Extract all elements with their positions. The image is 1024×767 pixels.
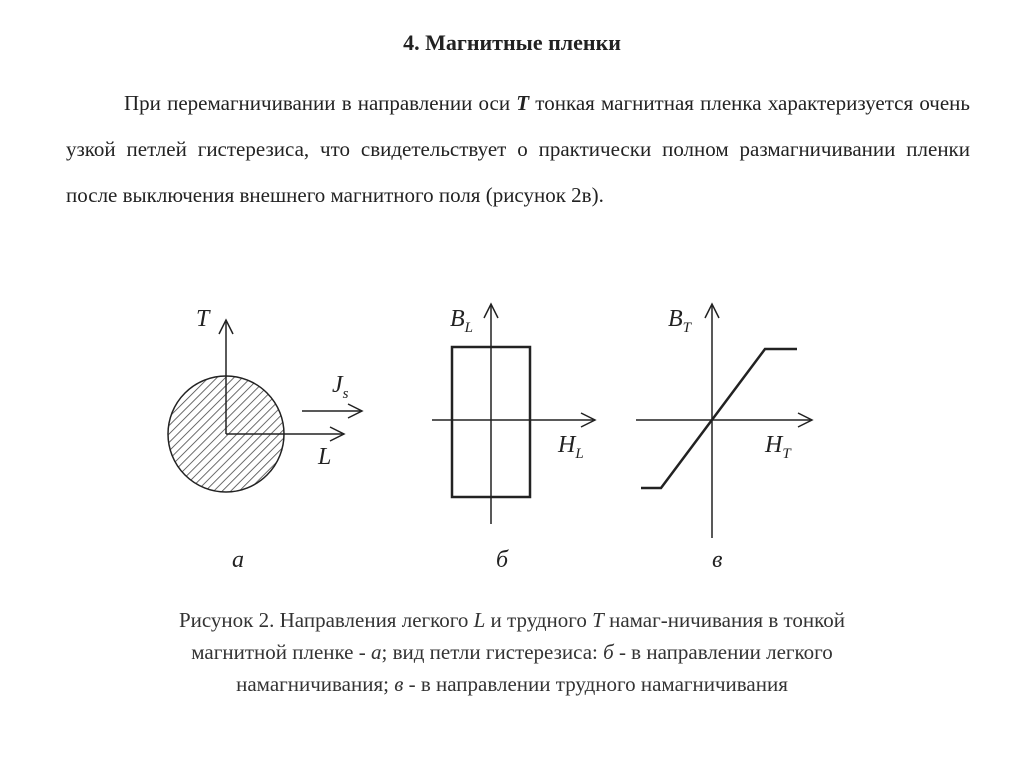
panel-label-a: а: [232, 547, 244, 573]
figure-caption: Рисунок 2. Направления легкого L и трудного T намаг-ничивания в тонкой магнитной пленке - а; вид петли гистерезиса: б - в направлении легкого намагничивания; в - в направлении трудного намагничивания: [178, 608, 846, 696]
axis-t-label: Т: [516, 91, 530, 115]
label-ht: $H_T$: [765, 432, 791, 462]
paragraph-text-start: При перемагничивании в направлении оси: [124, 91, 517, 115]
label-l: L: [318, 444, 332, 470]
figure-2: [0, 290, 1024, 590]
label-t: T: [196, 306, 210, 332]
figure-a-disc: [168, 306, 362, 573]
label-bt: $B_T$: [668, 306, 692, 336]
figure-c-hard-axis-loop: [636, 304, 812, 573]
panel-label-b: б: [496, 547, 509, 573]
figure-b-easy-axis-loop: [432, 304, 595, 573]
label-bl: $B_L$: [450, 306, 474, 336]
section-title: 4. Магнитные пленки: [403, 30, 621, 55]
linear-magnetization-curve: [641, 349, 797, 488]
label-hl: $H_L$: [558, 432, 584, 462]
label-js: $J_s$: [332, 372, 349, 402]
paragraph-text-end: тонкая магнитная пленка характеризуется очень узкой петлей гистерезиса, что свидетельствует о практически полном размагничивании пленки после выключения внешнего магнитного поля (рисунок 2в).: [66, 91, 971, 207]
panel-label-c: в: [712, 547, 723, 573]
body-paragraph: [66, 80, 970, 218]
